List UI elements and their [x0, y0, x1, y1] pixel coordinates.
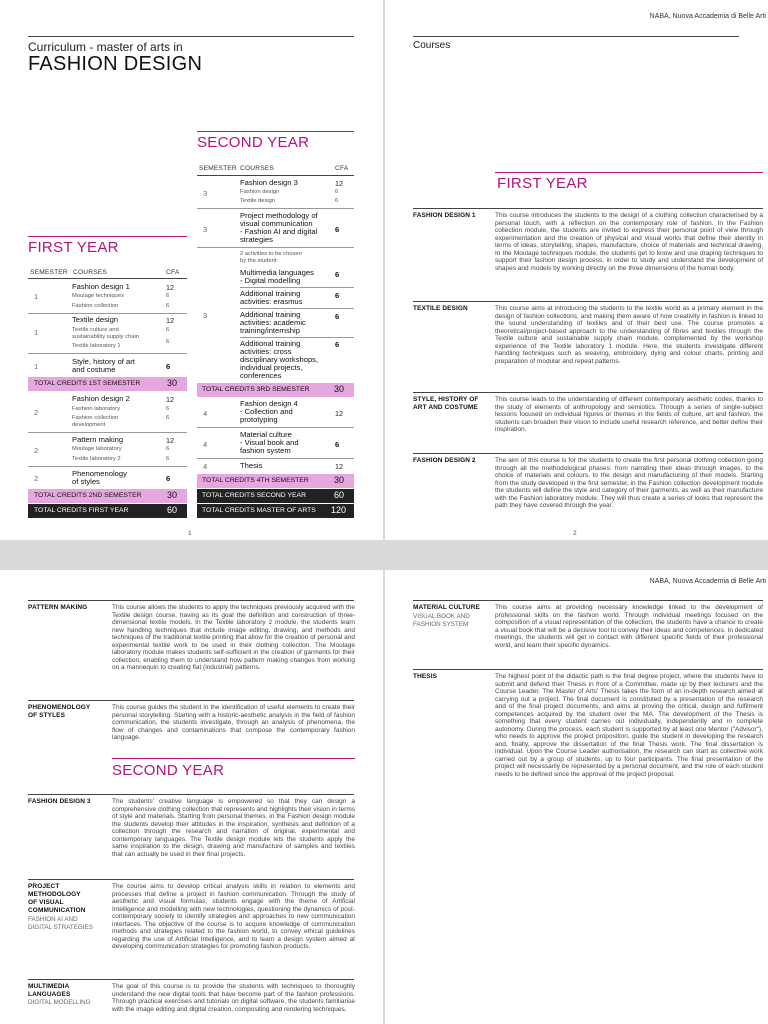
course-subtitle: DIGITAL MODELLING: [28, 999, 91, 1006]
curriculum-label: Curriculum - master of arts in: [28, 40, 183, 54]
activity-cfa: 6: [335, 270, 340, 279]
course-title: MATERIAL CULTURE: [413, 604, 480, 611]
course-title: FASHION DESIGN 1: [413, 212, 476, 219]
running-header: NABA, Nuova Accademia di Belle Arti: [649, 578, 766, 585]
activity-name-cont: disciplinary workshops,: [240, 355, 319, 364]
running-header: NABA, Nuova Accademia di Belle Arti: [649, 13, 766, 20]
module-name: Textile culture and: [72, 327, 119, 333]
course-cfa: 6: [166, 474, 171, 483]
semester-header: SEMESTER: [199, 165, 237, 172]
module-name: Moulage techniques: [72, 293, 124, 299]
divider: [240, 287, 354, 288]
semester-number: 1: [34, 328, 39, 337]
course-name: Fashion design 1: [72, 282, 130, 291]
semester-number: 2: [34, 446, 39, 455]
page-number: 1: [188, 530, 192, 537]
divider: [28, 278, 187, 279]
divider: [197, 208, 354, 209]
course-name: Project methodology of: [240, 211, 318, 220]
total-credits-label: TOTAL CREDITS 1ST SEMESTER: [34, 380, 141, 387]
course-name-cont: strategies: [240, 235, 273, 244]
course-title: PHENOMENOLOGY: [28, 704, 91, 711]
semester-number: 2: [34, 474, 39, 483]
activity-name-cont: - Digital modelling: [240, 276, 301, 285]
module-cfa: 6: [166, 406, 170, 412]
course-description: This course leads to the understanding of different contemporary aesthetic codes, thanks to the study of elements of anthropology and semiotics. Through a series of single-subject lessons focused on individual figures or themes in the fields of culture, art and fashion, the students can broaden their vision to include useful research reference, and better define their inspiration.: [495, 396, 763, 433]
course-cfa: 6: [335, 225, 340, 234]
course-name: Style, history of art: [72, 357, 135, 366]
course-description: This course aims at providing necessary knowledge linked to the development of professional skills on the fashion world. Through individual meetings focused on the composition of a visual representation of the collection, the students have a chance to create a visual book that will be a decisive tool to convey their ideas and competences. In dedicated meetings, the students will get in contact with different specific fields of their professional world, and learn their specific dynamics.: [495, 604, 763, 649]
activity-name: Multimedia languages: [240, 268, 314, 277]
semester-number: 3: [203, 311, 208, 320]
course-name-cont: fashion system: [240, 446, 291, 455]
course-subtitle: VISUAL BOOK AND: [413, 613, 470, 620]
course-cfa: 12: [166, 436, 174, 445]
total-second-year-label: TOTAL CREDITS SECOND YEAR: [202, 492, 306, 499]
course-subtitle-cont: DIGITAL STRATEGIES: [28, 924, 93, 931]
activity-name-cont: training/internship: [240, 326, 300, 335]
divider: [28, 794, 354, 795]
course-description: The aim of this course is for the students to create the first personal clothing collection going through all the methodological phases: from narrating their ideas through images, to the choice of materials and colours, to the design and manufacturing of their models. Starting from the study developed in the first semester, in the Fashion collection development module the students will define the style and category of their garments, as well as their manufacture with the Fashion laboratory module. They will thus create a series of looks that represent the path they have covered through the year.: [495, 457, 763, 509]
cfa-header: CFA: [335, 165, 349, 172]
second-year-heading: SECOND YEAR: [197, 134, 310, 151]
activity-cfa: 6: [335, 291, 340, 300]
divider: [197, 247, 354, 248]
course-title: STYLE, HISTORY OF: [413, 396, 479, 403]
divider: [240, 337, 354, 338]
total-second-year-value: 60: [334, 490, 345, 500]
activity-name-cont: conferences: [240, 371, 282, 380]
course-title-cont: OF VISUAL: [28, 899, 64, 906]
course-cfa: 12: [335, 409, 343, 418]
divider: [495, 172, 763, 173]
semester-number: 1: [34, 362, 39, 371]
module-name: Fashion laboratory: [72, 406, 121, 412]
total-credits-bar: [28, 377, 187, 391]
course-description: This course allows the students to apply the techniques previously acquired with the Textile design course, having as its goal the definition and construction of three-dimensional textile models. In the Textile laboratory 2 module, the students learn new handling techniques that include image editing, drawing, and methods and techniques of the traditional textile printing that allow for the creation of personal and experimental textile work to be used in their clothing collection. The Moulage laboratory module makes students self-sufficient in the creation of garments for their collection, enabling them to understand how pattern making changes from working on a mannequin to creating flat (industrial) patterns.: [112, 604, 355, 671]
page-number: 2: [573, 530, 577, 537]
total-credits-value: 30: [334, 384, 345, 394]
divider: [413, 392, 763, 393]
divider: [28, 600, 354, 601]
choice-note: 2 activities to be chosen: [240, 251, 302, 257]
course-name-cont: - Fashion AI and digital: [240, 227, 318, 236]
module-cfa: 6: [335, 198, 339, 204]
first-year-heading: FIRST YEAR: [28, 239, 119, 256]
activity-name: Additional training: [240, 289, 301, 298]
course-name: Material culture: [240, 430, 292, 439]
module-cfa: 6: [166, 293, 170, 299]
divider: [197, 175, 354, 176]
divider: [197, 131, 354, 132]
divider: [28, 36, 354, 37]
module-cfa: 6: [166, 446, 170, 452]
module-cfa: 6: [335, 189, 339, 195]
total-credits-bar: [28, 489, 187, 503]
total-year-value: 60: [167, 505, 178, 515]
module-name: Textile laboratory 2: [72, 456, 121, 462]
semester-number: 2: [34, 408, 39, 417]
page-title: FASHION DESIGN: [28, 53, 203, 75]
module-name: Fashion collection: [72, 415, 119, 421]
course-title: FASHION DESIGN 2: [413, 457, 476, 464]
semester-number: 4: [203, 440, 208, 449]
courses-page: [385, 0, 768, 540]
semester-header: SEMESTER: [30, 269, 68, 276]
divider: [28, 879, 354, 880]
activity-name-cont: activities: erasmus: [240, 297, 303, 306]
module-name: Fashion design: [240, 189, 280, 195]
course-name: Thesis: [240, 461, 263, 470]
total-year-bar: [28, 504, 187, 518]
courses-header: COURSES: [240, 165, 275, 172]
activity-name: Additional training: [240, 339, 301, 348]
section-title: Courses: [413, 40, 451, 51]
course-cfa: 12: [166, 316, 174, 325]
course-cfa: 12: [166, 283, 174, 292]
courses-page: [0, 570, 383, 1024]
course-name-cont: - Collection and: [240, 407, 293, 416]
total-credits-label: TOTAL CREDITS 4TH SEMESTER: [202, 477, 309, 484]
semester-number: 4: [203, 409, 208, 418]
total-master-value: 120: [331, 505, 347, 515]
course-name-cont: visual communication: [240, 219, 313, 228]
module-cfa: 6: [166, 303, 170, 309]
divider: [28, 466, 187, 467]
course-name: Fashion design 2: [72, 394, 130, 403]
course-name-cont: - Visual book and: [240, 438, 299, 447]
divider: [413, 36, 739, 37]
course-description: The highest point of the didactic path is the final degree project, where the students have to submit and defend their Thesis in front of a Committee, made up by their lecturers and the Course Leader. The Master of Arts' Thesis takes the form of an in-depth research aimed at carrying out a project. The final document is constituted by a presentation of the research and of the final project documents, and aims at proving the critical, design and fulfilment competences acquired by the student over the MA. The development of the Thesis is something that every student carries out individually, independently and in complete autonomy. During the process, each student is supported by at least one Mentor ("Advisor"), who needs to approve the project proposition, guide the student in developing the research and, finally, approve the dissertation of the final Thesis work. The final dissertation is individual. Upon the Course Leader authorisation, the research can start as collective work carried out by a group of students, up to four participants. The final presentation of the project will necessarily be represented by a personal document, and the role of each student needs to be defined since the approval of the project proposal.: [495, 673, 763, 778]
first-year-heading: FIRST YEAR: [497, 175, 588, 192]
course-title: TEXTILE DESIGN: [413, 305, 468, 312]
activity-name-cont: activities: cross: [240, 347, 292, 356]
course-name-cont: of styles: [72, 477, 100, 486]
divider: [197, 427, 354, 428]
total-master-label: TOTAL CREDITS MASTER OF ARTS: [202, 507, 316, 514]
module-name-cont: sustainability supply chain: [72, 334, 140, 340]
semester-number: 4: [203, 462, 208, 471]
course-cfa: 12: [335, 462, 343, 471]
module-name: Textile laboratory 1: [72, 343, 121, 349]
divider: [413, 600, 763, 601]
module-cfa: 6: [166, 456, 170, 462]
module-cfa: 6: [166, 327, 170, 333]
course-name: Pattern making: [72, 435, 124, 444]
course-description: The goal of this course is to provide the students with techniques to thoroughly understand the new digital tools that have become part of the fashion professions. Through practical exercises and tutorials on digital software, the students familiarise with the image editing and digital creation, compositing and rendering techniques.: [112, 983, 355, 1013]
course-title: FASHION DESIGN 3: [28, 798, 91, 805]
divider: [413, 669, 763, 670]
activity-name-cont: activities: academic: [240, 318, 306, 327]
module-name-cont: development: [72, 422, 106, 428]
total-second-year-bar: [197, 489, 354, 503]
course-cfa: 6: [166, 362, 171, 371]
divider: [28, 432, 187, 433]
course-title-cont: OF STYLES: [28, 712, 66, 719]
choice-note-cont: by the student:: [240, 258, 279, 264]
course-subtitle-cont: FASHION SYSTEM: [413, 621, 469, 628]
course-cfa: 12: [166, 395, 174, 404]
course-name: Phenomenology: [72, 469, 127, 478]
total-year-label: TOTAL CREDITS FIRST YEAR: [34, 507, 129, 514]
curriculum-page: [0, 0, 383, 540]
activity-name: Additional training: [240, 310, 301, 319]
course-cfa: 6: [335, 440, 340, 449]
cfa-header: CFA: [166, 269, 180, 276]
total-credits-label: TOTAL CREDITS 2ND SEMESTER: [34, 492, 142, 499]
course-title: PATTERN MAKING: [28, 604, 88, 611]
courses-header: COURSES: [73, 269, 108, 276]
course-name-cont: and costume: [72, 365, 116, 374]
module-name: Textile design: [240, 198, 276, 204]
total-master-bar: [197, 504, 354, 518]
activity-cfa: 6: [335, 340, 340, 349]
divider: [28, 979, 354, 980]
courses-page: [385, 570, 768, 1024]
divider: [28, 236, 187, 237]
course-subtitle: FASHION AI AND: [28, 916, 78, 923]
semester-number: 3: [203, 189, 208, 198]
course-name: Textile design: [72, 315, 119, 324]
total-credits-bar: [197, 383, 354, 397]
semester-number: 3: [203, 225, 208, 234]
course-title-cont: COMMUNICATION: [28, 907, 86, 914]
course-title-cont: LANGUAGES: [28, 991, 71, 998]
total-credits-value: 30: [167, 378, 178, 388]
course-name: Fashion design 3: [240, 178, 298, 187]
course-title: MULTIMEDIA: [28, 983, 70, 990]
divider: [240, 308, 354, 309]
course-name: Fashion design 4: [240, 399, 298, 408]
divider: [28, 353, 187, 354]
course-title: PROJECT: [28, 883, 60, 890]
course-title: THESIS: [413, 673, 438, 680]
second-year-heading: SECOND YEAR: [112, 762, 225, 779]
divider: [112, 758, 355, 759]
course-description: This course guides the student in the identification of useful elements to create their personal storytelling. Starting with a historic-aesthetic analysis in the field of fashion communication, the students investigate, through an analysis of phenomena, the flow of changes and contaminations that compose the contemporary fashion language.: [112, 704, 355, 741]
divider: [413, 208, 763, 209]
course-description: The course aims to develop critical analysis skills in relation to elements and processes that define a project in fashion communication. Through the study of aesthetic and visual formulas, students engage with the theme of Artificial Intelligence and modelling with new technologies, questioning the dynamics of post-contemporary society to identify strategies and approaches to new communication interfaces. The objective of the course is to acquire knowledge of communication methods and strategies related to the fashion world, to convey ethical guidelines regarding the use of Artificial Intelligence, and to learn a design system aimed at developing communication strategies for promoting fashion products.: [112, 883, 355, 950]
activity-cfa: 6: [335, 312, 340, 321]
course-name-cont: prototyping: [240, 415, 278, 424]
course-description: This course aims at introducing the students to the textile world as a primary element in the design of fashion collections, and making them aware of how creativity in fashion is linked to the sound understanding of textiles and of their best use. The course promotes a theoretical/project-based approach to the understanding of fibres and textiles through the Textile culture and sustainable supply chain module, complemented by the workshop experience of the Textile laboratory 1 module. Here, the students investigate different handling techniques such as weaving, embroidery, dying and colour charts, printing and preparation of modular and repeat patterns.: [495, 305, 763, 365]
total-credits-value: 30: [167, 490, 178, 500]
semester-number: 1: [34, 292, 39, 301]
divider: [28, 313, 187, 314]
total-credits-value: 30: [334, 475, 345, 485]
divider: [413, 453, 763, 454]
divider: [413, 301, 763, 302]
course-description: The students' creative language is empowered so that they can design a comprehensive clothing collection that represents and highlights their vision in terms of style and materials. Starting from personal themes, in the Fashion design module the students develop their attitudes in the inspiration, synthesis and definition of a collection through the research and narration of original, experimental and contemporary languages. The Textile design module lets the students apply the same inspiration to the design, drawing and manufacture of samples and textiles that can actually be used in their final projects.: [112, 798, 355, 858]
course-title-cont: ART AND COSTUME: [413, 404, 478, 411]
course-description: This course introduces the students to the design of a clothing collection characterised by a personal touch, with a reflection on the contemporary role of fashion. In the Fashion collection module, the students are invited to express their personal point of view through experimentation and the creation of physical and visual works that define their identity in terms of ideas, storytelling, shapes, manufacture, choice of materials and technical drawing. In the Moulage techniques module, the students get to know and use draping techniques to support their fashion design process, in order to study and understand the development of shapes and models by working directly on the three dimensions of the human body.: [495, 212, 763, 272]
activity-name-cont: individual projects,: [240, 363, 303, 372]
total-credits-bar: [197, 474, 354, 488]
divider: [197, 458, 354, 459]
course-title-cont: METHODOLOGY: [28, 891, 81, 898]
module-name: Fashion collection: [72, 303, 119, 309]
course-cfa: 12: [335, 179, 343, 188]
total-credits-label: TOTAL CREDITS 3RD SEMESTER: [202, 386, 310, 393]
module-cfa: 6: [166, 339, 170, 345]
divider: [28, 700, 354, 701]
module-cfa: 6: [166, 415, 170, 421]
module-name: Moulage laboratory: [72, 446, 122, 452]
